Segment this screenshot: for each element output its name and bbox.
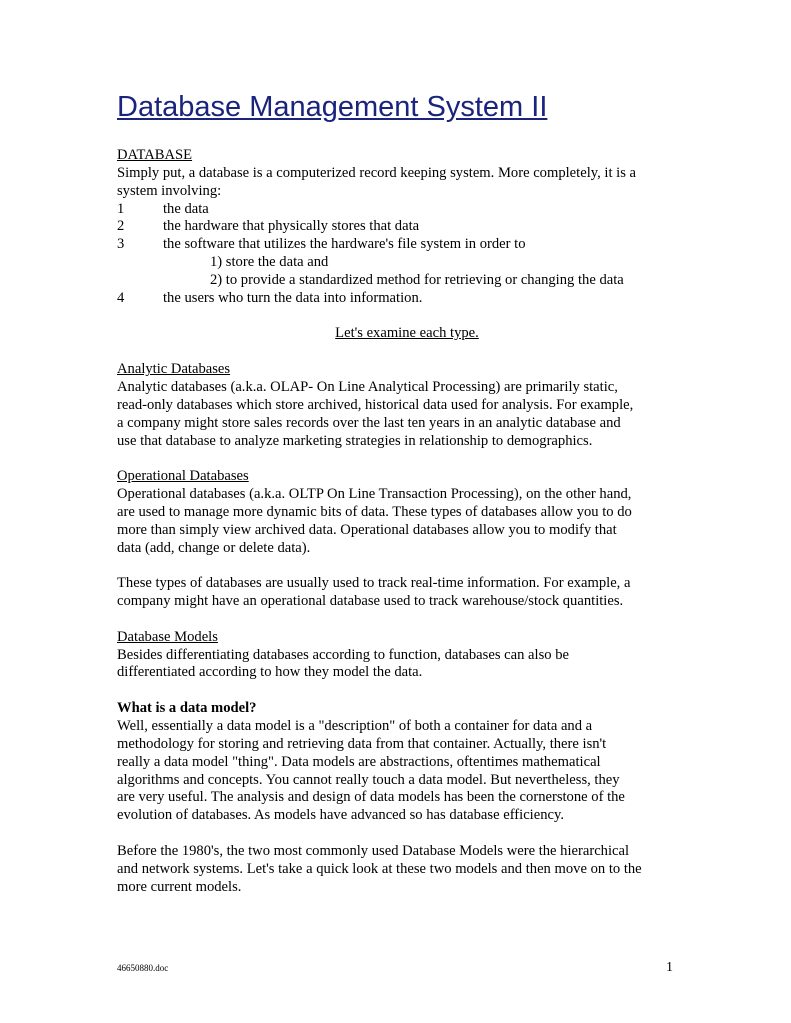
section-heading-operational: Operational Databases [117, 468, 249, 485]
paragraph-line: read-only databases which store archived, historical data used for analysis. For example, [117, 396, 634, 413]
examine-note: Let's examine each type. [335, 325, 479, 342]
paragraph-line: and network systems. Let's take a quick look at these two models and then move on to the [117, 860, 642, 877]
list-text: the data [163, 200, 209, 217]
paragraph-line: Besides differentiating databases according to function, databases can also be [117, 646, 569, 663]
paragraph-line: a company might store sales records over the last ten years in an analytic database and [117, 414, 621, 431]
paragraph-line: methodology for storing and retrieving data from that container. Actually, there isn't [117, 735, 607, 752]
paragraph-line: algorithms and concepts. You cannot really touch a data model. But nevertheless, they [117, 771, 620, 788]
paragraph-line: more than simply view archived data. Operational databases allow you to modify that [117, 521, 617, 538]
list-item [117, 201, 687, 219]
footer-filename: 46650880.doc [117, 963, 169, 973]
section-heading-data-model: What is a data model? [117, 700, 257, 717]
document-body [117, 147, 687, 896]
paragraph-line: evolution of databases. As models have advanced so has database efficiency. [117, 807, 564, 824]
paragraph-line: Analytic databases (a.k.a. OLAP- On Line Analytical Processing) are primarily static, [117, 378, 618, 395]
list-number: 3 [117, 236, 125, 253]
page-number: 1 [666, 960, 673, 975]
list-text: the users who turn the data into information. [163, 289, 423, 306]
list-number: 4 [117, 289, 125, 306]
paragraph-line: Well, essentially a data model is a "description" of both a container for data and a [117, 718, 593, 734]
paragraph-line: use that database to analyze marketing strategies in relationship to demographics. [117, 432, 593, 449]
paragraph-line: are very useful. The analysis and design of data models has been the cornerstone of the [117, 789, 625, 806]
paragraph-line: company might have an operational database used to track warehouse/stock quantities. [117, 593, 624, 610]
list-item [117, 290, 687, 308]
page-title: Database Management System II [117, 91, 548, 123]
paragraph-line: data (add, change or delete data). [117, 539, 311, 556]
paragraph-line: are used to manage more dynamic bits of data. These types of databases allow you to do [117, 503, 632, 520]
section-heading-analytic: Analytic Databases [117, 361, 231, 378]
paragraph-line: differentiated according to how they model the data. [117, 664, 423, 681]
paragraph-line: really a data model "thing". Data models are abstractions, oftentimes mathematical [117, 753, 601, 770]
intro-line: system involving: [117, 182, 222, 199]
list-number: 1 [117, 200, 125, 217]
list-text: the software that utilizes the hardware's file system in order to [163, 236, 526, 253]
list-item [117, 236, 687, 254]
paragraph-line: more current models. [117, 878, 242, 895]
sub-list-item: 1) store the data and [210, 254, 329, 271]
sub-list-item: 2) to provide a standardized method for retrieving or changing the data [210, 271, 624, 288]
list-item [117, 218, 687, 236]
paragraph-line: Before the 1980's, the two most commonly used Database Models were the hierarchical [117, 842, 630, 859]
list-text: the hardware that physically stores that data [163, 218, 420, 235]
section-heading-models: Database Models [117, 628, 218, 645]
section-heading-database: DATABASE [117, 147, 193, 163]
paragraph-line: These types of databases are usually used to track real-time information. For example, a [117, 575, 631, 592]
paragraph-line: Operational databases (a.k.a. OLTP On Line Transaction Processing), on the other hand, [117, 486, 632, 503]
list-number: 2 [117, 218, 125, 235]
intro-line: Simply put, a database is a computerized record keeping system. More completely, it is a [117, 164, 637, 181]
